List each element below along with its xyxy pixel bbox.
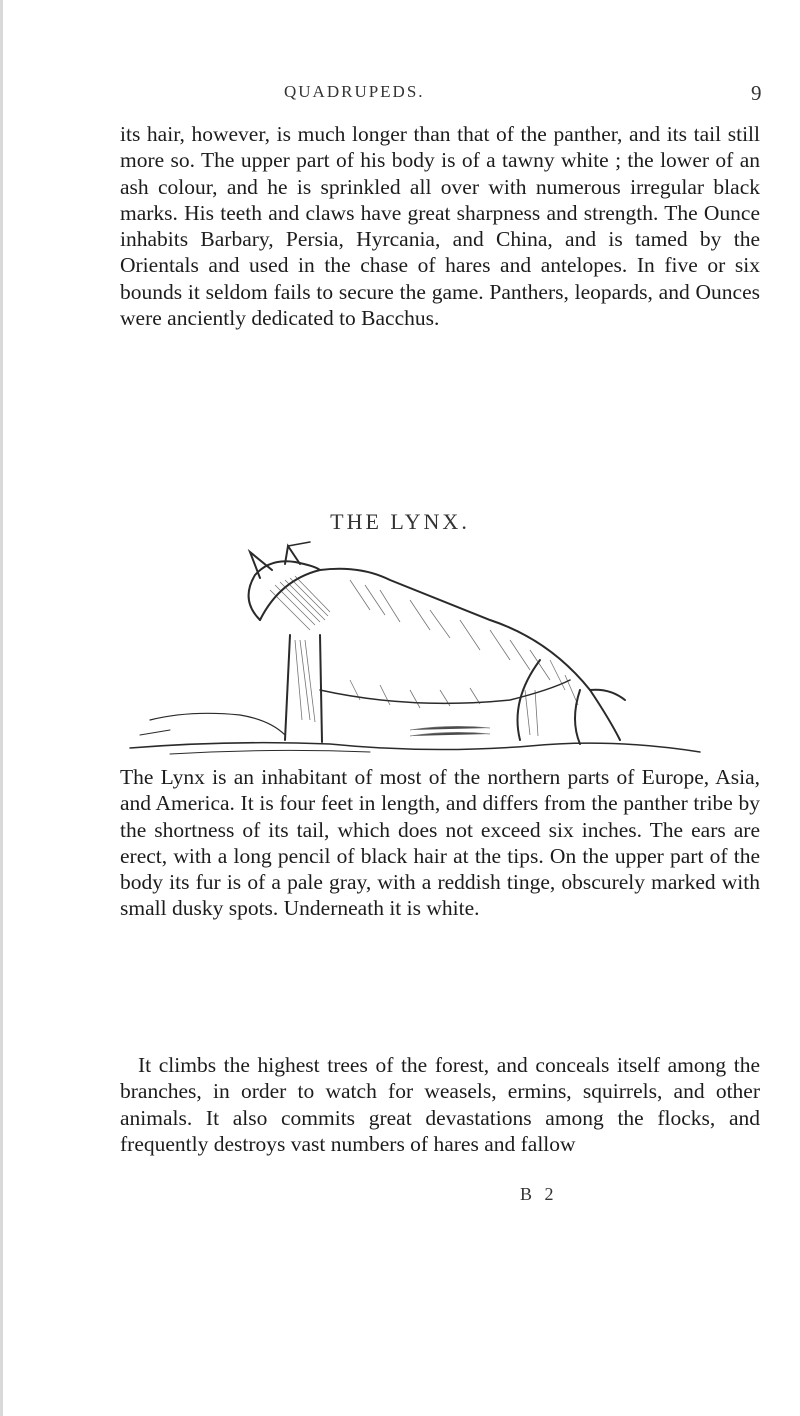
page-number: 9 bbox=[751, 81, 762, 105]
running-head-title: QUADRUPEDS. bbox=[284, 82, 425, 101]
paragraph-lynx-habits: It climbs the highest trees of the forest, and conceals itself among the branches, in order to watch for weasels, ermins, squirrels, and other animals. It also commits great devastations among the flocks, and frequently destroys vast numbers of hares and fallow bbox=[120, 1053, 760, 1156]
page-edge bbox=[0, 0, 3, 1416]
lynx-engraving-icon bbox=[110, 540, 710, 768]
section-title: THE LYNX. bbox=[330, 509, 470, 534]
paragraph-ounce: its hair, however, is much longer than that of the panther, and its tail still more so. The upper part of his body is of a tawny white ; the lower of an ash colour, and he is sprinkled all over with numerous irregular black marks. His teeth and claws have great sharpness and strength. The Ounce inhabits Barbary, Persia, Hyrcania, and China, and is tamed by the Orientals and used in the chase of hares and antelopes. In five or six bounds it seldom fails to secure the game. Panthers, leopards, and Ounces were anciently dedicated to Bacchus. bbox=[120, 122, 760, 331]
running-head bbox=[0, 82, 800, 112]
signature-mark: B 2 bbox=[520, 1184, 558, 1204]
paragraph-lynx: The Lynx is an inhabitant of most of the northern parts of Europe, Asia, and America. It is four feet in length, and differs from the panther tribe by the shortness of its tail, which does not exceed six inches. The ears are erect, with a long pencil of black hair at the tips. On the upper part of the body its fur is of a pale gray, with a reddish tinge, obscurely marked with small dusky spots. Underneath it is white. bbox=[120, 765, 760, 921]
